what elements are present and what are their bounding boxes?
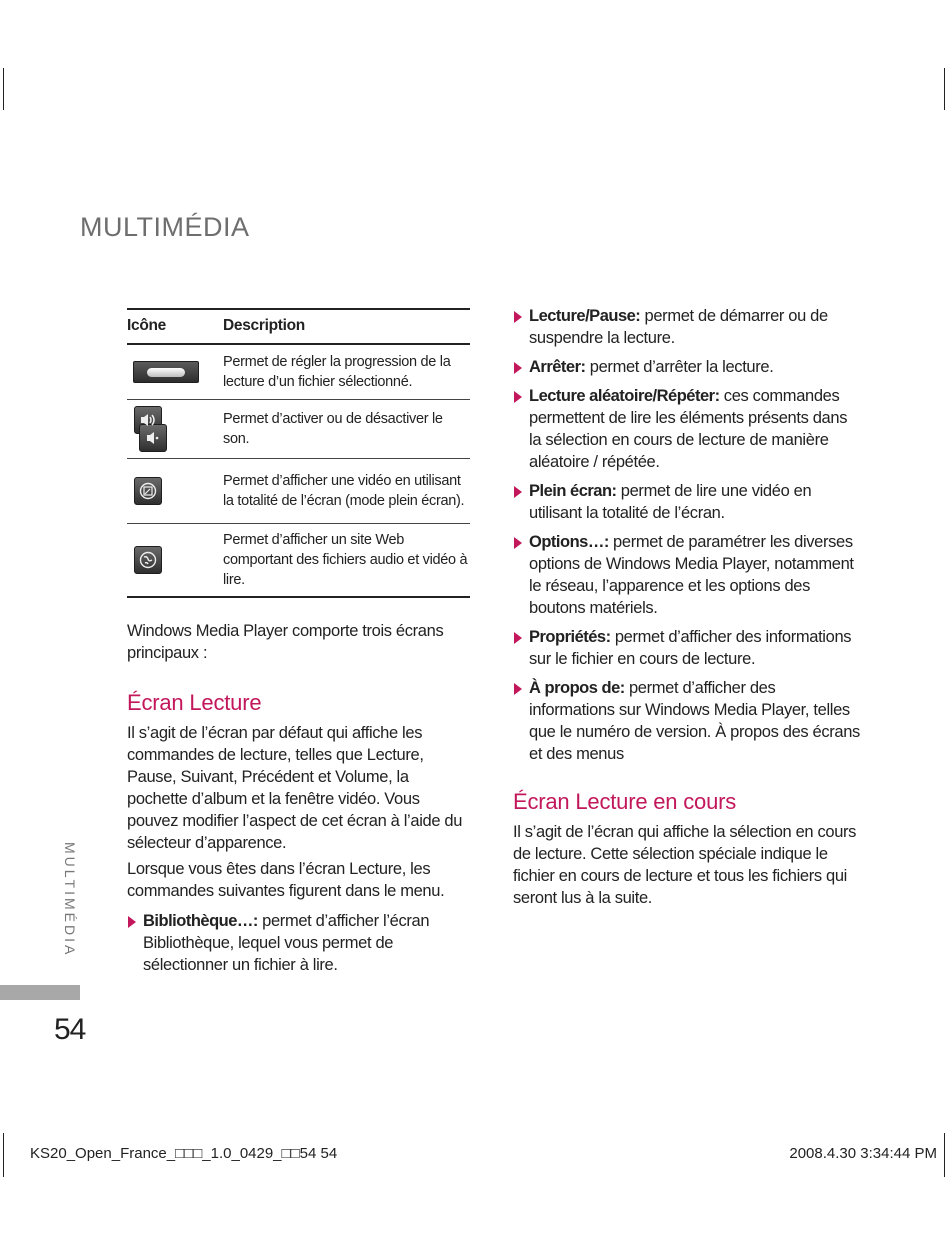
bullet-text: permet d’afficher l’écran Bibliothèque, lequel vous permet de sélectionner un fichier à lire. bbox=[143, 912, 430, 974]
bullet-text: permet de démarrer ou de suspendre la lecture. bbox=[529, 307, 828, 347]
bullet-term: Lecture aléatoire/Répéter: bbox=[529, 387, 720, 405]
table-header-icon: Icône bbox=[127, 309, 223, 344]
lecture-paragraph-1: Il s’agit de l’écran par défaut qui affiche les commandes de lecture, telles que Lecture, Pause, Suivant, Précédent et Volume, la pochette d’album et la fenêtre vidéo. Vous pouvez modifier l’aspect de cet écran à l’aide du sélecteur d’apparence. bbox=[127, 724, 463, 852]
table-cell-description: Permet d’afficher un site Web comportant des fichiers audio et vidéo à lire. bbox=[223, 524, 470, 598]
section-title: MULTIMÉDIA bbox=[80, 212, 250, 242]
table-cell-description: Permet de régler la progression de la lecture d’un fichier sélectionné. bbox=[223, 344, 470, 400]
left-column bbox=[127, 308, 470, 983]
bullet-text: permet d’afficher des informations sur le fichier en cours de lecture. bbox=[529, 628, 852, 668]
bullet-term: Bibliothèque…: bbox=[143, 912, 258, 930]
lecture-paragraph-2: Lorsque vous êtes dans l’écran Lecture, les commandes suivantes figurent dans le menu. bbox=[127, 860, 445, 900]
bullet-arrow-icon bbox=[128, 916, 136, 928]
icon-table bbox=[127, 308, 470, 598]
bullet-arrow-icon bbox=[514, 486, 522, 498]
crop-mark-top-right bbox=[944, 68, 945, 110]
table-row bbox=[127, 524, 470, 598]
bullet-arrow-icon bbox=[514, 632, 522, 644]
table-cell-description: Permet d’activer ou de désactiver le son. bbox=[223, 400, 470, 459]
bullet-text: permet d’afficher des informations sur Windows Media Player, telles que le numéro de version. À propos des écrans et des menus bbox=[529, 679, 860, 763]
progress-slider-icon bbox=[133, 361, 199, 383]
bullet-text: permet d’arrêter la lecture. bbox=[585, 358, 774, 376]
bullet-term: Arrêter: bbox=[529, 358, 586, 376]
list-item bbox=[513, 385, 863, 473]
side-section-label: MULTIMÉDIA bbox=[62, 842, 78, 958]
bullet-term: À propos de: bbox=[529, 679, 625, 697]
en-cours-paragraph: Il s’agit de l’écran qui affiche la sélection en cours de lecture. Cette sélection spéciale indique le fichier en cours de lecture et tous les fichiers qui seront lus à la suite. bbox=[513, 823, 857, 907]
list-item bbox=[513, 531, 863, 619]
list-item bbox=[513, 677, 863, 765]
list-item bbox=[513, 305, 863, 349]
globe-icon bbox=[134, 546, 162, 574]
crop-mark-bottom-left bbox=[3, 1133, 4, 1177]
bullet-term: Options…: bbox=[529, 533, 609, 551]
bullet-term: Lecture/Pause: bbox=[529, 307, 641, 325]
bullet-term: Propriétés: bbox=[529, 628, 611, 646]
fullscreen-icon bbox=[134, 477, 162, 505]
table-row bbox=[127, 459, 470, 524]
bullet-text: permet de paramétrer les diverses options de Windows Media Player, notamment le réseau, l’apparence et les options des boutons matériels. bbox=[529, 533, 854, 617]
intro-paragraph: Windows Media Player comporte trois écrans principaux : bbox=[127, 622, 444, 662]
bullet-arrow-icon bbox=[514, 683, 522, 695]
crop-mark-top-left bbox=[3, 68, 4, 110]
bullet-arrow-icon bbox=[514, 311, 522, 323]
table-row bbox=[127, 344, 470, 400]
heading-ecran-lecture-en-cours: Écran Lecture en cours bbox=[513, 789, 737, 814]
list-item bbox=[513, 626, 863, 670]
table-header-description: Description bbox=[223, 309, 470, 344]
side-tab-bar bbox=[0, 985, 80, 1000]
bullet-arrow-icon bbox=[514, 362, 522, 374]
table-cell-description: Permet d’afficher une vidéo en utilisant la totalité de l’écran (mode plein écran). bbox=[223, 459, 470, 524]
bullet-term: Plein écran: bbox=[529, 482, 617, 500]
bullet-arrow-icon bbox=[514, 537, 522, 549]
right-column bbox=[513, 305, 863, 913]
list-item bbox=[127, 910, 470, 976]
crop-mark-bottom-right bbox=[944, 1133, 945, 1177]
bullet-arrow-icon bbox=[514, 391, 522, 403]
table-row bbox=[127, 400, 470, 459]
footer-filename: KS20_Open_France_□□□_1.0_0429_□□54 54 bbox=[30, 1145, 338, 1162]
list-item bbox=[513, 480, 863, 524]
bullet-text: ces commandes permettent de lire les éléments présents dans la sélection en cours de lecture de manière aléatoire / répétée. bbox=[529, 387, 848, 471]
list-item bbox=[513, 356, 863, 378]
footer-timestamp: 2008.4.30 3:34:44 PM bbox=[789, 1145, 937, 1162]
page-number: 54 bbox=[54, 1013, 86, 1046]
volume-mute-icon bbox=[139, 424, 167, 452]
heading-ecran-lecture: Écran Lecture bbox=[127, 690, 262, 715]
bullet-text: permet de lire une vidéo en utilisant la totalité de l’écran. bbox=[529, 482, 812, 522]
